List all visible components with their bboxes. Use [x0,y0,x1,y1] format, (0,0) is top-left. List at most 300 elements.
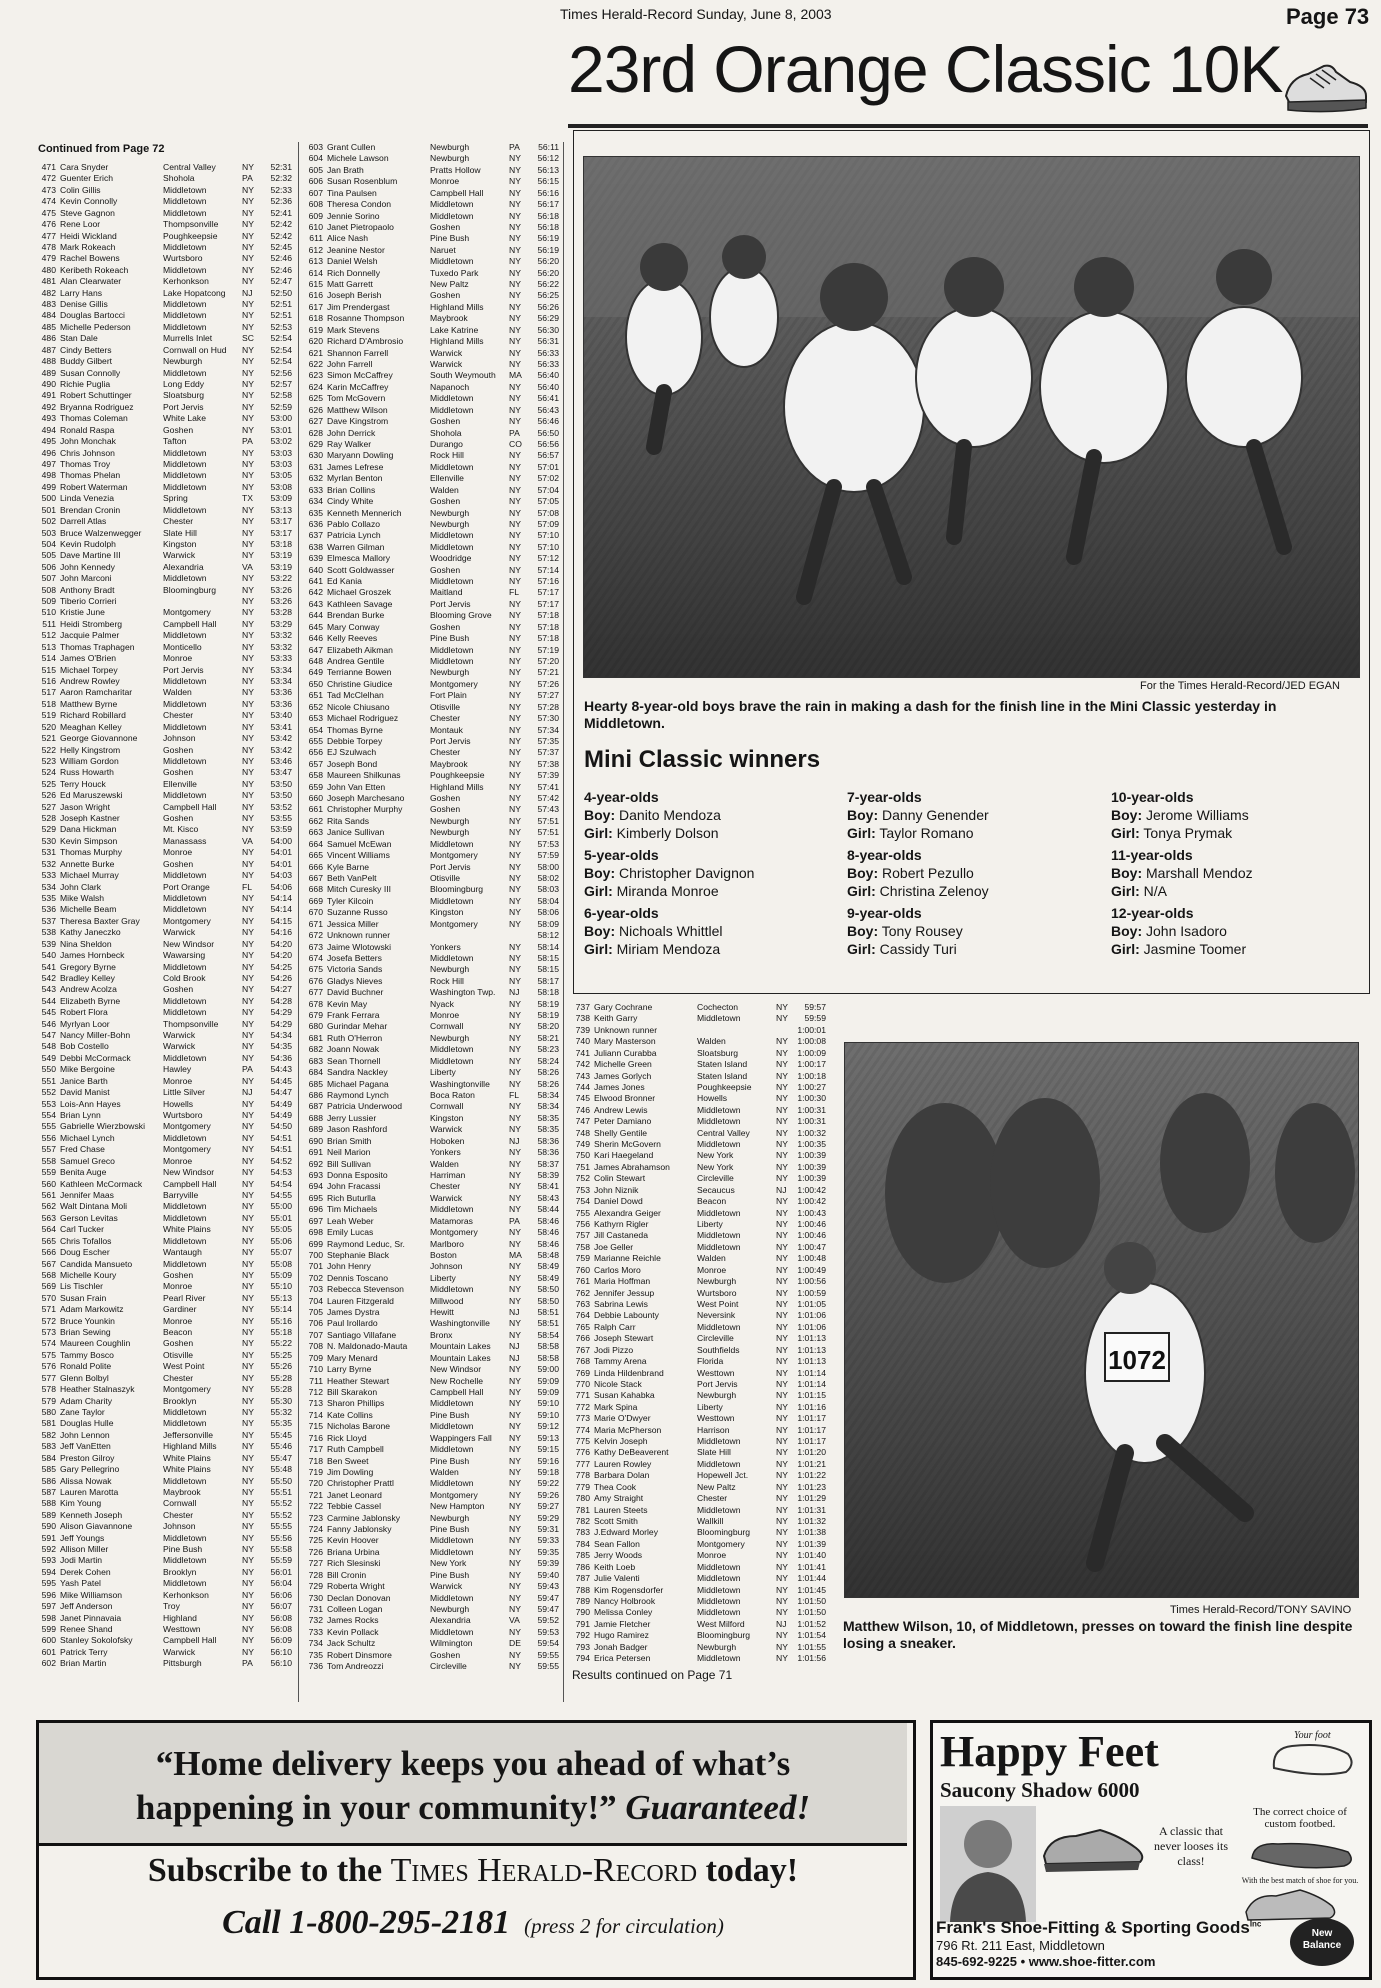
result-name: Brian Lynn [60,1110,101,1121]
result-row [38,1533,292,1544]
result-name: Jerry Lussier [327,1112,377,1123]
result-place: 636 [308,518,323,529]
result-time: 52:54 [270,356,292,367]
result-row [572,1642,826,1653]
result-row [305,1478,559,1489]
result-name: Janet Pietropaolo [327,221,394,232]
result-town: Barryville [163,1189,199,1200]
result-town: Goshen [430,290,461,301]
result-name: Robert Waterman [60,481,128,492]
result-row [572,1653,826,1664]
result-town: Goshen [430,496,461,507]
result-time: 59:43 [537,1581,559,1592]
result-town: Walden [697,1036,726,1047]
result-row [38,1133,292,1144]
result-time: 53:09 [270,493,292,504]
result-state: NY [509,793,521,804]
result-row [38,722,292,733]
result-state: NY [776,1219,788,1230]
result-row [38,607,292,618]
result-place: 778 [575,1470,590,1481]
result-time: 56:06 [270,1589,292,1600]
result-time: 54:45 [270,1075,292,1086]
store-address: 796 Rt. 211 East, Middletown [936,1938,1105,1953]
result-row [305,896,559,907]
winner-group [584,846,834,900]
result-name: James Rocks [327,1615,379,1626]
result-name: Vincent Williams [327,850,390,861]
result-row [305,565,559,576]
result-time: 58:39 [537,1169,559,1180]
result-row [572,1413,826,1424]
result-state: NY [776,1493,788,1504]
result-time: 58:19 [537,998,559,1009]
result-town: Monroe [430,176,460,187]
result-state: NY [509,1604,521,1614]
result-state: NY [242,264,254,275]
ad-subtitle: Saucony Shadow 6000 [940,1778,1140,1802]
result-name: Douglas Hulle [60,1418,114,1429]
result-town: Millwood [430,1295,464,1306]
result-name: James Lefrese [327,461,384,472]
result-state: NY [242,516,254,527]
result-time: 56:20 [537,267,559,278]
result-row [38,1327,292,1338]
result-town: Walden [697,1253,726,1264]
result-time: 53:17 [270,516,292,527]
result-state: NY [242,447,254,458]
result-state: NY [242,1406,254,1417]
result-time: 57:30 [537,713,559,724]
result-town: Goshen [430,1649,461,1660]
result-place: 743 [575,1070,590,1081]
result-town: Mt. Kisco [163,824,199,835]
result-state: PA [242,436,253,447]
result-town: Middletown [163,207,207,218]
result-time: 1:01:14 [797,1378,826,1389]
result-row [305,1387,559,1398]
result-place: 574 [41,1338,56,1349]
result-place: 516 [41,675,56,686]
result-time: 54:28 [270,995,292,1006]
result-row [38,173,292,184]
result-place: 633 [308,484,323,495]
result-state: NY [776,1401,788,1412]
result-place: 542 [41,972,56,983]
result-town: Middletown [430,199,474,210]
result-town: Middletown [163,698,207,709]
result-state: NY [242,1338,254,1349]
result-row [305,1193,559,1204]
result-row [305,1124,559,1135]
result-town: Walden [430,1466,459,1477]
result-state: NY [776,1081,788,1092]
result-row [305,393,559,404]
column-divider [563,142,564,1702]
result-town: Yonkers [430,1147,461,1158]
result-state: NY [509,758,521,769]
result-place: 762 [575,1287,590,1298]
result-place: 756 [575,1219,590,1230]
result-row [38,1041,292,1052]
result-name: Sandra Nackley [327,1067,388,1078]
girl-winner: Girl: Christina Zelenoy [847,883,989,899]
result-row [38,1510,292,1521]
result-place: 539 [41,938,56,949]
result-town: Monroe [163,1155,193,1166]
result-state: NY [242,1452,254,1463]
result-name: Theresa Baxter Gray [60,915,140,926]
result-name: Rachel Bowens [60,253,120,264]
result-row [38,1578,292,1589]
result-state: NY [776,1584,788,1595]
result-state: NY [242,379,254,390]
result-state: NY [242,1429,254,1440]
result-name: Kim Rogensdorfer [594,1584,664,1595]
result-town: Goshen [163,984,194,995]
result-state: CO [509,438,522,449]
result-row [38,1316,292,1327]
result-state: NY [242,904,254,915]
result-time: 1:01:17 [797,1424,826,1435]
result-town: Fort Plain [430,690,467,701]
result-row [38,996,292,1007]
result-name: Ray Walker [327,438,372,449]
result-name: Simon McCaffrey [327,370,393,381]
result-state: NY [776,1550,788,1561]
result-name: Janet Leonard [327,1489,382,1500]
result-name: Thomas Murphy [60,847,123,858]
result-town: Bloomingburg [697,1630,751,1641]
result-time: 53:32 [270,641,292,652]
result-time: 55:30 [270,1395,292,1406]
result-name: Daniel Welsh [327,256,378,267]
result-place: 690 [308,1135,323,1146]
result-name: James O'Brien [60,653,117,664]
result-name: Jim Dowling [327,1466,374,1477]
result-time: 55:00 [270,1201,292,1212]
result-name: Unknown runner [594,1024,658,1035]
result-place: 501 [41,504,56,515]
result-row [572,1071,826,1082]
ad-title: Happy Feet [940,1727,1159,1776]
result-place: 503 [41,527,56,538]
result-name: Barbara Dolan [594,1470,650,1481]
result-place: 744 [575,1081,590,1092]
result-state: NY [509,1124,521,1135]
result-row [572,1036,826,1047]
result-town: Howells [697,1093,728,1104]
result-name: Dave Kingstrom [327,416,389,427]
result-row [305,1250,559,1261]
result-name: Melissa Conley [594,1607,653,1618]
result-state: NY [242,538,254,549]
result-town: Middletown [430,838,474,849]
result-row [38,1213,292,1224]
result-time: 56:20 [537,256,559,267]
result-time: 57:42 [537,793,559,804]
result-name: Helly Kingstrom [60,744,121,755]
result-town: Wurtsboro [163,253,203,264]
result-name: Jeff VanEtten [60,1441,111,1452]
result-town: Pine Bush [430,633,470,644]
result-state: NY [242,1544,254,1555]
result-row [572,1527,826,1538]
result-row [305,942,559,953]
result-name: John Lennon [60,1429,110,1440]
result-state: NY [509,621,521,632]
result-place: 737 [575,1002,590,1012]
result-time: 56:33 [537,359,559,370]
result-name: Sharon Phillips [327,1398,385,1409]
result-town: Chester [430,1181,461,1192]
result-row [38,733,292,744]
result-place: 481 [41,276,56,287]
result-row [305,1010,559,1021]
result-time: 57:35 [537,735,559,746]
result-place: 790 [575,1607,590,1618]
result-town: Monroe [163,653,193,664]
result-time: 1:00:30 [797,1093,826,1104]
result-town: Middletown [697,1116,741,1127]
result-place: 591 [41,1532,56,1543]
result-name: Janice Barth [60,1075,108,1086]
result-town: Monroe [697,1550,727,1561]
result-time: 55:59 [270,1555,292,1566]
result-place: 620 [308,336,323,347]
result-place: 683 [308,1055,323,1066]
result-place: 565 [41,1235,56,1246]
result-row [305,782,559,793]
result-town: Warwick [430,1192,463,1203]
result-place: 541 [41,961,56,972]
result-place: 658 [308,770,323,781]
result-name: Brendan Burke [327,610,385,621]
result-town: Montgomery [163,607,211,618]
result-town: Lake Katrine [430,324,479,335]
result-state: NY [242,1566,254,1577]
result-town: Wantaugh [163,1247,202,1258]
result-state: NY [242,1521,254,1532]
result-state: NY [242,995,254,1006]
result-state: NY [242,653,254,664]
result-row [572,1493,826,1504]
boy-winner: Boy: Robert Pezullo [847,865,974,881]
result-state: NY [242,390,254,401]
result-town: Warwick [163,1030,196,1041]
result-town: Harrison [697,1424,730,1435]
result-name: Michael Torpey [60,664,118,675]
result-town: Chester [163,1509,194,1520]
result-row [572,1333,826,1344]
result-state: NY [776,1504,788,1515]
result-state: NY [509,1546,521,1557]
result-place: 710 [308,1364,323,1375]
result-name: Debbi McCormack [60,1052,131,1063]
result-place: 732 [308,1615,323,1626]
result-row [305,1181,559,1192]
result-row [305,1433,559,1444]
result-place: 637 [308,530,323,541]
result-row [305,747,559,758]
result-time: 58:19 [537,1010,559,1021]
result-time: 55:05 [270,1224,292,1235]
result-town: Port Jervis [430,735,471,746]
result-town: Middletown [430,576,474,587]
result-name: Janet Pinnavaia [60,1612,122,1623]
result-row [38,847,292,858]
result-place: 766 [575,1333,590,1344]
result-row [305,713,559,724]
result-time: 52:42 [270,219,292,230]
result-town: Circleville [697,1173,734,1184]
result-town: Port Orange [163,881,210,892]
result-name: Lauren Steets [594,1504,648,1515]
result-town: West Milford [697,1618,745,1629]
result-town: Campbell Hall [163,1178,217,1189]
result-time: 54:53 [270,1167,292,1178]
result-state: NY [242,847,254,858]
result-name: Mike Walsh [60,893,105,903]
result-state: PA [242,173,253,184]
result-name: Jeff Anderson [60,1601,113,1612]
result-place: 727 [308,1558,323,1569]
result-place: 702 [308,1272,323,1283]
result-row [38,322,292,333]
result-row [305,759,559,770]
result-place: 693 [308,1169,323,1180]
result-time: 57:51 [537,827,559,838]
result-place: 494 [41,424,56,435]
result-town: Nyack [430,998,454,1009]
result-place: 749 [575,1139,590,1150]
result-time: 53:36 [270,698,292,709]
winner-group [584,904,834,958]
result-time: 58:34 [537,1101,559,1112]
result-name: Michael Murray [60,870,119,881]
result-row [38,1121,292,1132]
result-row [38,288,292,299]
result-place: 691 [308,1147,323,1158]
result-name: Mike Williamson [60,1589,123,1600]
result-town: Circleville [697,1333,734,1344]
result-name: George Giovannone [60,733,138,744]
result-state: NY [242,1475,254,1486]
result-time: 57:17 [537,598,559,609]
result-time: 58:09 [537,918,559,929]
result-name: Jennifer Jessup [594,1287,655,1298]
result-time: 53:46 [270,755,292,766]
result-row [572,1025,826,1036]
result-town: Warwick [430,347,463,358]
result-row [38,790,292,801]
result-row [572,1470,826,1481]
result-town: Middletown [163,721,207,732]
result-row [305,1033,559,1044]
result-town: Middletown [163,481,207,492]
result-state: NY [776,1173,788,1184]
result-state: NY [509,416,521,427]
result-town: Middletown [697,1436,741,1447]
result-town: West Point [697,1298,739,1309]
result-town: Brooklyn [163,1566,197,1577]
result-name: Scott Goldwasser [327,564,395,575]
result-time: 58:41 [537,1181,559,1192]
result-time: 1:01:06 [797,1321,826,1332]
result-place: 546 [41,1018,56,1029]
result-time: 1:00:43 [797,1207,826,1218]
result-state: NJ [509,987,520,998]
result-place: 473 [41,184,56,195]
result-row [572,1345,826,1356]
result-state: NY [242,893,254,903]
result-row [38,665,292,676]
result-town: Poughkeepsie [430,770,485,781]
result-place: 613 [308,256,323,267]
result-name: Stan Dale [60,333,98,344]
column-divider [298,142,299,1702]
result-place: 657 [308,758,323,769]
result-time: 56:25 [537,290,559,301]
result-place: 745 [575,1093,590,1104]
result-place: 472 [41,173,56,184]
result-place: 629 [308,438,323,449]
result-state: NY [776,1413,788,1424]
result-name: Zane Taylor [60,1406,105,1417]
result-place: 475 [41,207,56,218]
result-row [38,1464,292,1475]
result-name: Mary Menard [327,1352,378,1363]
result-town: Middletown [430,404,474,415]
result-state: NY [509,1318,521,1329]
result-name: Lauren Rowley [594,1458,652,1469]
result-name: Michelle Pederson [60,321,131,332]
result-town: Montgomery [163,1144,211,1155]
result-state: VA [242,561,253,572]
result-time: 58:14 [537,941,559,952]
result-place: 484 [41,310,56,321]
subscribe-call[interactable]: Call 1-800-295-2181 (press 2 for circulation) [222,1904,724,1941]
result-row [38,824,292,835]
result-time: 55:32 [270,1406,292,1417]
result-state: NY [509,530,521,541]
result-place: 679 [308,1010,323,1021]
result-time: 59:15 [537,1444,559,1455]
store-phone-web[interactable]: 845-692-9225 • www.shoe-fitter.com [936,1954,1156,1969]
result-state: NY [509,610,521,621]
result-town: Middletown [163,504,207,515]
result-row [38,756,292,767]
result-name: Carl Tucker [60,1224,104,1235]
result-state: NY [776,1116,788,1127]
result-state: NY [776,1595,788,1606]
result-row [305,233,559,244]
result-town: Matamoras [430,1215,473,1226]
result-name: Terrianne Bowen [327,667,392,678]
result-time: 58:21 [537,1032,559,1043]
result-town: Middletown [697,1013,741,1024]
result-row [572,1299,826,1310]
result-state: NY [509,267,521,278]
result-name: Michelle Green [594,1059,652,1070]
result-place: 725 [308,1535,323,1546]
result-time: 1:01:41 [797,1561,826,1572]
result-row [38,1270,292,1281]
result-row [572,1425,826,1436]
result-name: Peter Damiano [594,1116,652,1127]
result-place: 582 [41,1429,56,1440]
result-town: Hopewell Jct. [697,1470,749,1481]
